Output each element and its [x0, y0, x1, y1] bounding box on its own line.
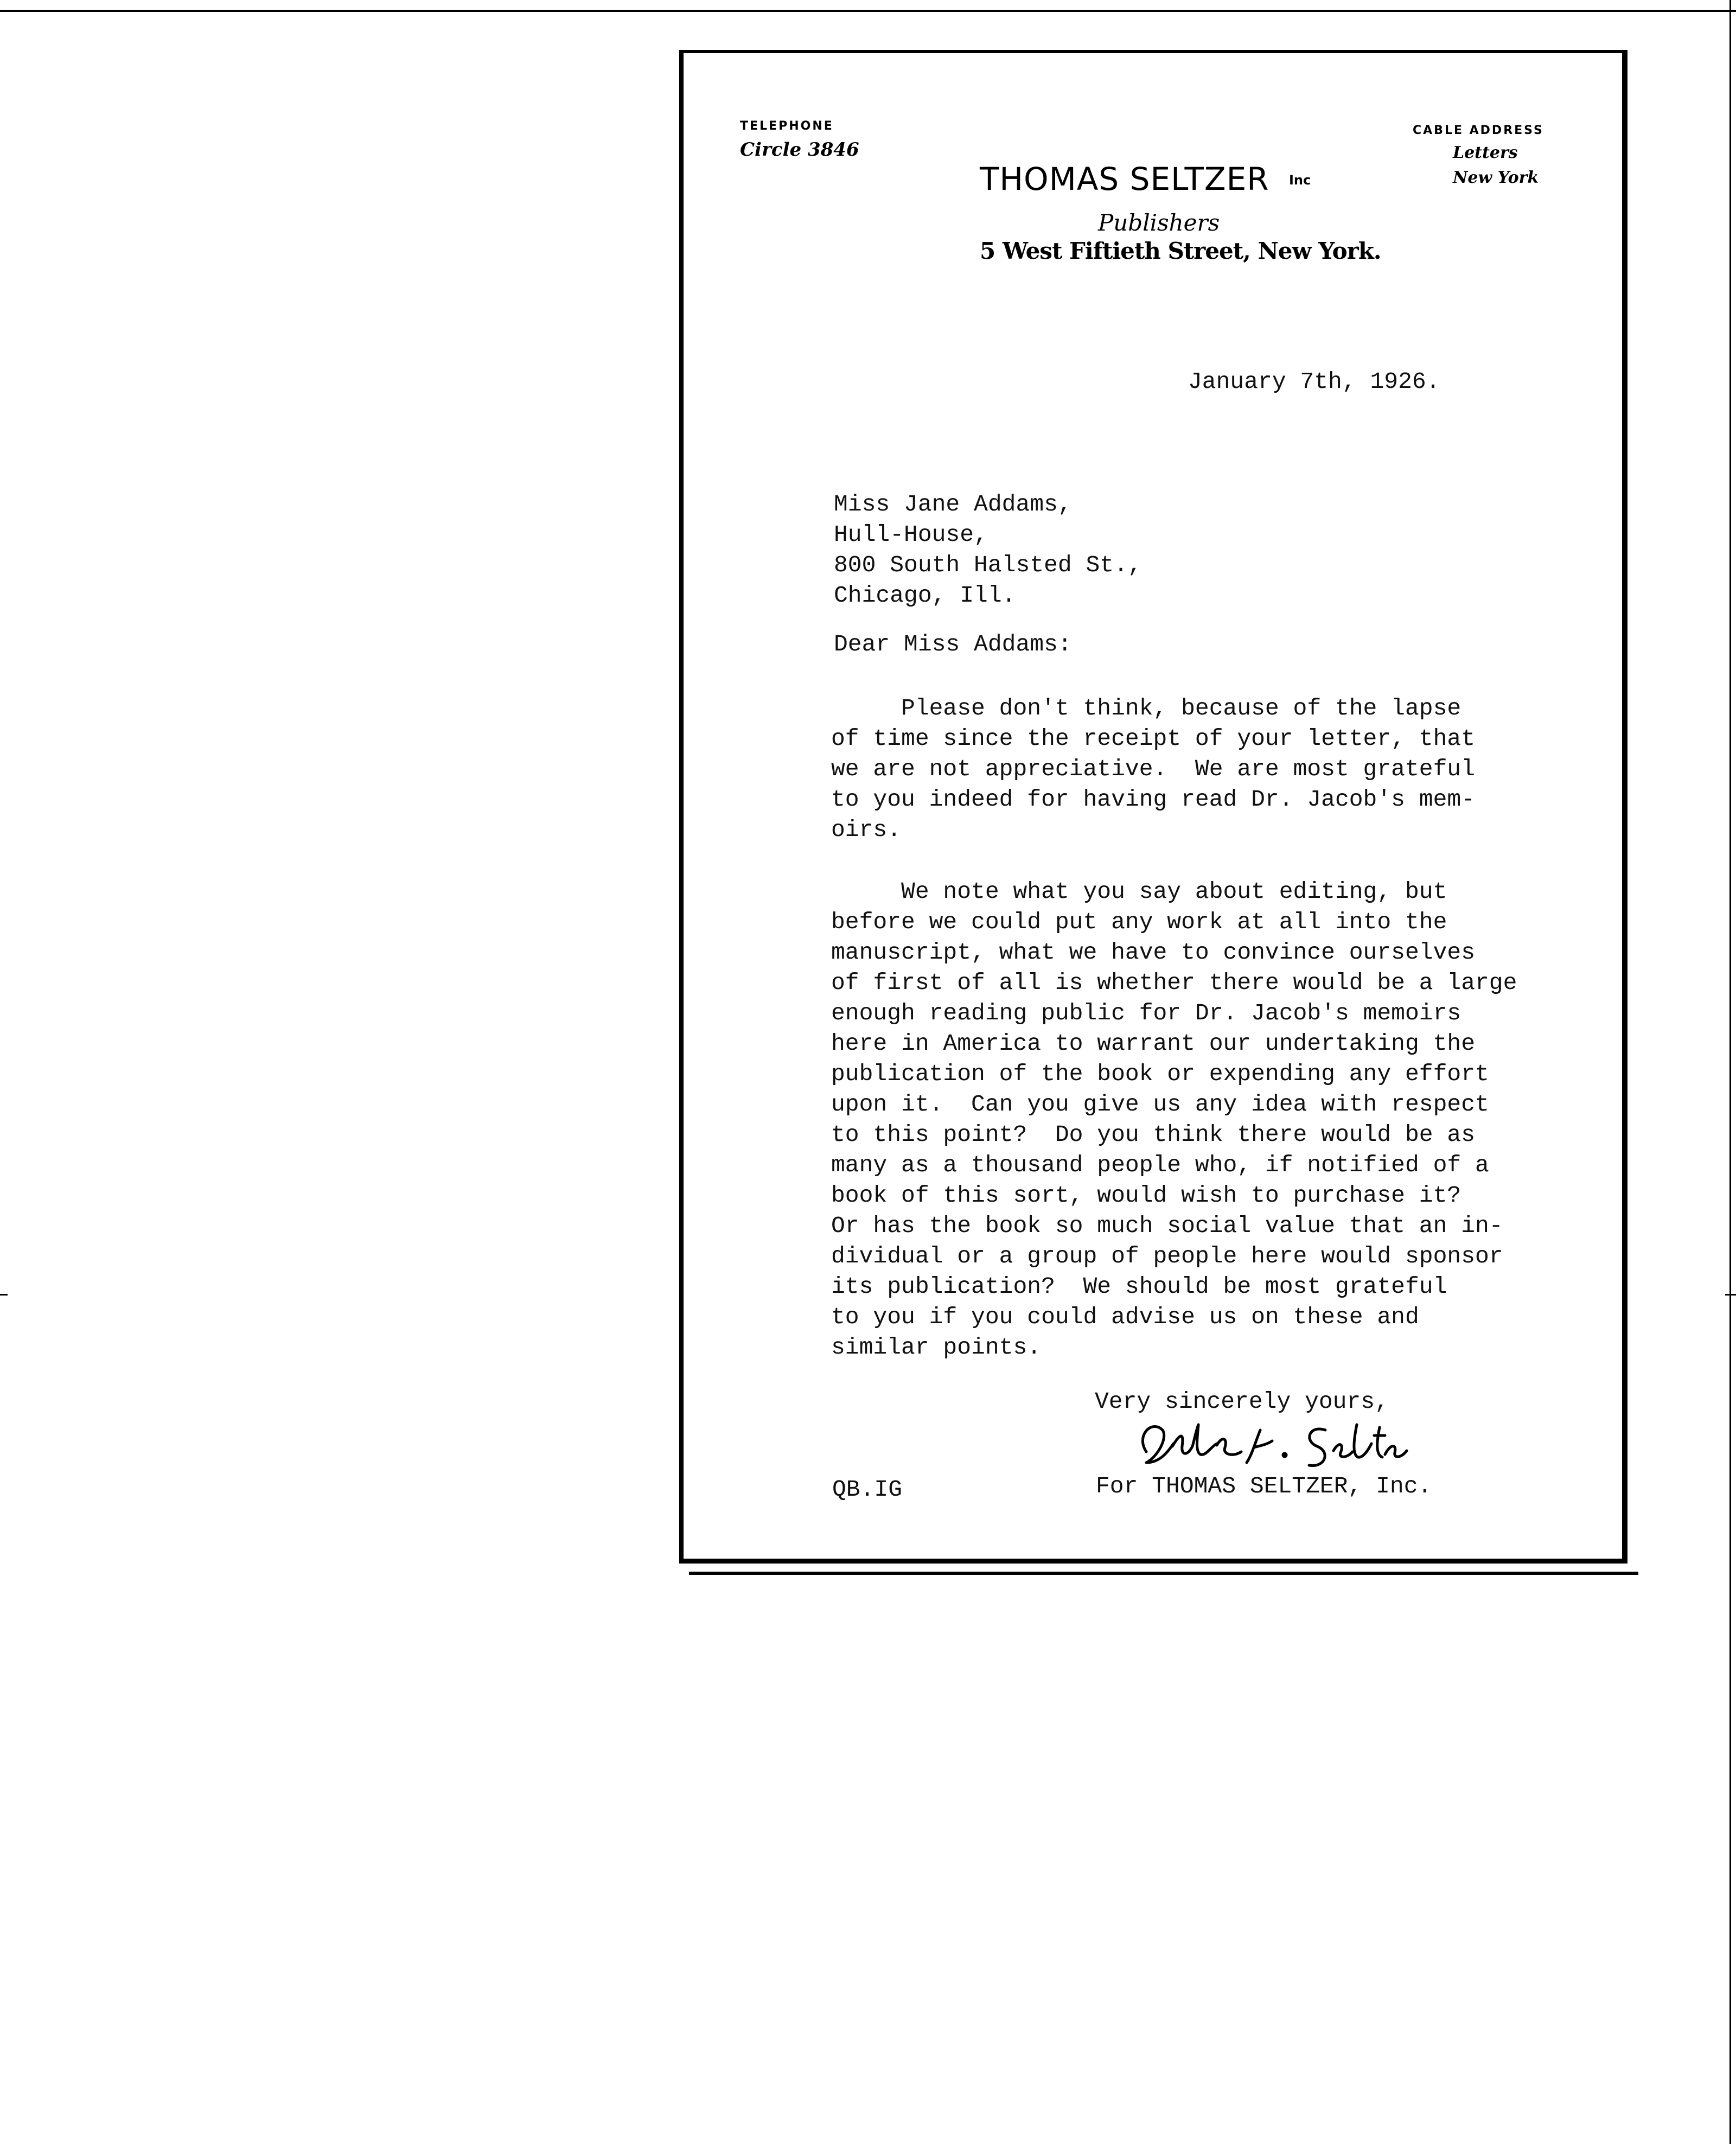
- body-line: upon it. Can you give us any idea with respect: [831, 1091, 1489, 1118]
- letter-sheet: [679, 50, 1628, 1564]
- body-line: similar points.: [831, 1334, 1042, 1361]
- body-line: publication of the book or expending any effort: [831, 1061, 1489, 1087]
- telephone-number: Circle 3846: [740, 139, 859, 161]
- firm-role: Publishers: [1098, 209, 1220, 236]
- recipient-line: Miss Jane Addams,: [834, 491, 1072, 518]
- scan-border-bottom: [689, 1572, 1638, 1575]
- body-line: dividual or a group of people here would sponsor: [831, 1243, 1503, 1269]
- cable-address-label: CABLE ADDRESS: [1413, 124, 1544, 137]
- body-line: We note what you say about editing, but: [831, 878, 1447, 905]
- scan-border-right: [1729, 0, 1731, 2144]
- signer-line: For THOMAS SELTZER, Inc.: [1096, 1473, 1432, 1499]
- body-line: its publication? We should be most grateful: [831, 1273, 1447, 1300]
- cable-address-line1: Letters: [1453, 143, 1518, 162]
- body-line: enough reading public for Dr. Jacob's memoirs: [831, 1000, 1461, 1026]
- body-line: we are not appreciative. We are most grateful: [831, 756, 1475, 782]
- typist-initials: QB.IG: [832, 1476, 903, 1503]
- signature: [1130, 1414, 1412, 1477]
- scan-tick-left: [0, 1294, 8, 1296]
- body-line: many as a thousand people who, if notified of a: [831, 1152, 1489, 1178]
- body-line: manuscript, what we have to convince ourselves: [831, 939, 1475, 966]
- body-line: of time since the receipt of your letter, that: [831, 725, 1475, 752]
- recipient-line: Hull-House,: [834, 521, 988, 548]
- body-line: of first of all is whether there would be a large: [831, 969, 1517, 996]
- scan-border-top: [0, 10, 1736, 12]
- recipient-line: 800 South Halsted St.,: [834, 552, 1142, 578]
- body-line: here in America to warrant our undertaking the: [831, 1030, 1475, 1057]
- body-line: book of this sort, would wish to purchase it?: [831, 1182, 1461, 1209]
- cable-address-line2: New York: [1453, 168, 1539, 187]
- firm-name: THOMAS SELTZER: [980, 161, 1269, 197]
- closing: Very sincerely yours,: [1095, 1388, 1389, 1415]
- scan-tick-right: [1725, 1294, 1736, 1296]
- letter-date: January 7th, 1926.: [1188, 368, 1440, 395]
- firm-inc: Inc: [1289, 173, 1311, 188]
- firm-address: 5 West Fiftieth Street, New York.: [980, 238, 1381, 264]
- salutation: Dear Miss Addams:: [834, 631, 1072, 658]
- body-line: to you indeed for having read Dr. Jacob's mem-: [831, 786, 1475, 813]
- telephone-label: TELEPHONE: [740, 119, 834, 133]
- body-line: Please don't think, because of the lapse: [831, 695, 1461, 722]
- recipient-line: Chicago, Ill.: [834, 582, 1016, 609]
- body-line: to this point? Do you think there would be as: [831, 1121, 1475, 1148]
- body-line: Or has the book so much social value that an in-: [831, 1213, 1503, 1239]
- body-line: oirs.: [831, 816, 902, 843]
- body-line: before we could put any work at all into the: [831, 909, 1447, 935]
- body-line: to you if you could advise us on these and: [831, 1304, 1419, 1330]
